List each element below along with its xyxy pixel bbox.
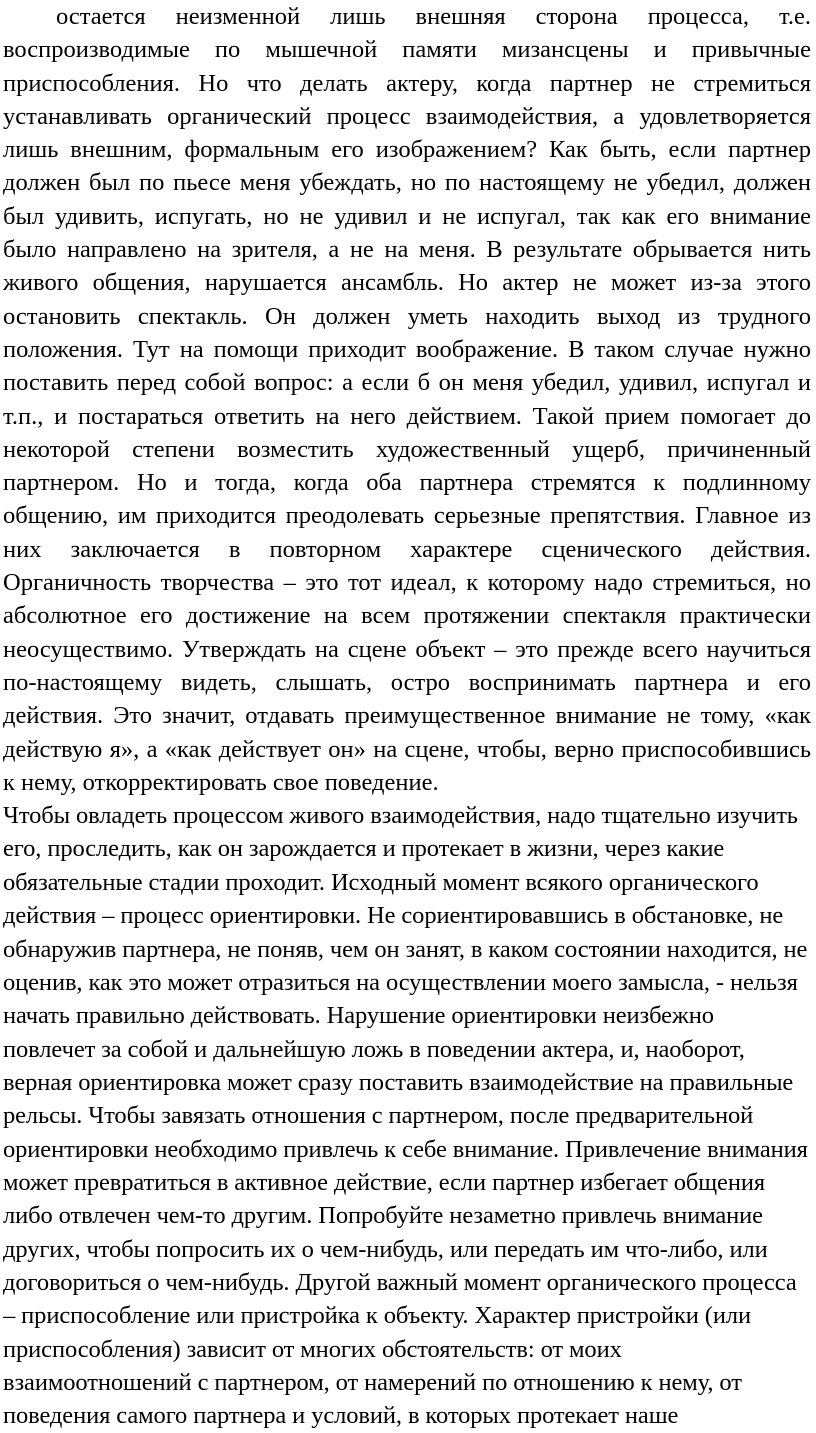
paragraph-1: остается неизменной лишь внешняя сторона процесса, т.е. воспроизводимые по мышечной памяти мизансцены и привычные приспособления. Но что делать актеру, когда партнер не стремиться устанавливать органический процесс взаимодействия, а удовлетворяется лишь внешним, формальным его изображением? Как быть, если партнер должен был по пьесе меня убеждать, но по настоящему не убедил, должен был удивить, испугать, но не удивил и не испугал, так как его внимание было направлено на зрителя, а не на меня. В результате обрывается нить живого общения, нарушается ансамбль. Но актер не может из-за этого остановить спектакль. Он должен уметь находить выход из трудного положения. Тут на помощи приходит воображение. В таком случае нужно поставить перед собой вопрос: а если б он меня убедил, удивил, испугал и т.п., и постараться ответить на него действием. Такой прием помогает до некоторой степени возместить художественный ущерб, причиненный партнером. Но и тогда, когда оба партнера стремятся к подлинному общению, им приходится преодолевать серьезные препятствия. Главное из них заключается в повторном характере сценического действия. Органичность творчества – это тот идеал, к которому надо стремиться, но абсолютное его достижение на всем протяжении спектакля практически неосуществимо. Утверждать на сцене объект – это прежде всего научиться по-настоящему видеть, слышать, остро воспринимать партнера и его действия. Это значит, отдавать преимущественное внимание не тому, «как действую я», а «как действует он» на сцене, чтобы, верно приспособившись к нему, откорректировать свое поведение. bbox=[3, 3, 811, 796]
paragraph-2: Чтобы овладеть процессом живого взаимодействия, надо тщательно изучить его, проследить, как он зарождается и протекает в жизни, через какие обязательные стадии проходит. Исходный момент всякого органического действия – процесс ориентировки. Не сориентировавшись в обстановке, не обнаружив партнера, не поняв, чем он занят, в каком состоянии находится, не оценив, как это может отразиться на осуществлении моего замысла, - нельзя начать правильно действовать. Нарушение ориентировки неизбежно повлечет за собой и дальнейшую ложь в поведении актера, и, наоборот, верная ориентировка может сразу поставить взаимодействие на правильные рельсы. Чтобы завязать отношения с партнером, после предварительной ориентировки необходимо привлечь к себе внимание. Привлечение внимания может превратиться в активное действие, если партнер избегает общения либо отвлечен чем-то другим. Попробуйте незаметно привлечь внимание других, чтобы попросить их о чем-нибудь, или передать им что-либо, или договориться о чем-нибудь. Другой важный момент органического процесса – приспособление или пристройка к объекту. Характер пристройки (или приспособления) зависит от многих обстоятельств: от моих взаимоотношений с партнером, от намерений по отношению к нему, от поведения самого партнера и условий, в которых протекает наше bbox=[3, 802, 808, 1430]
